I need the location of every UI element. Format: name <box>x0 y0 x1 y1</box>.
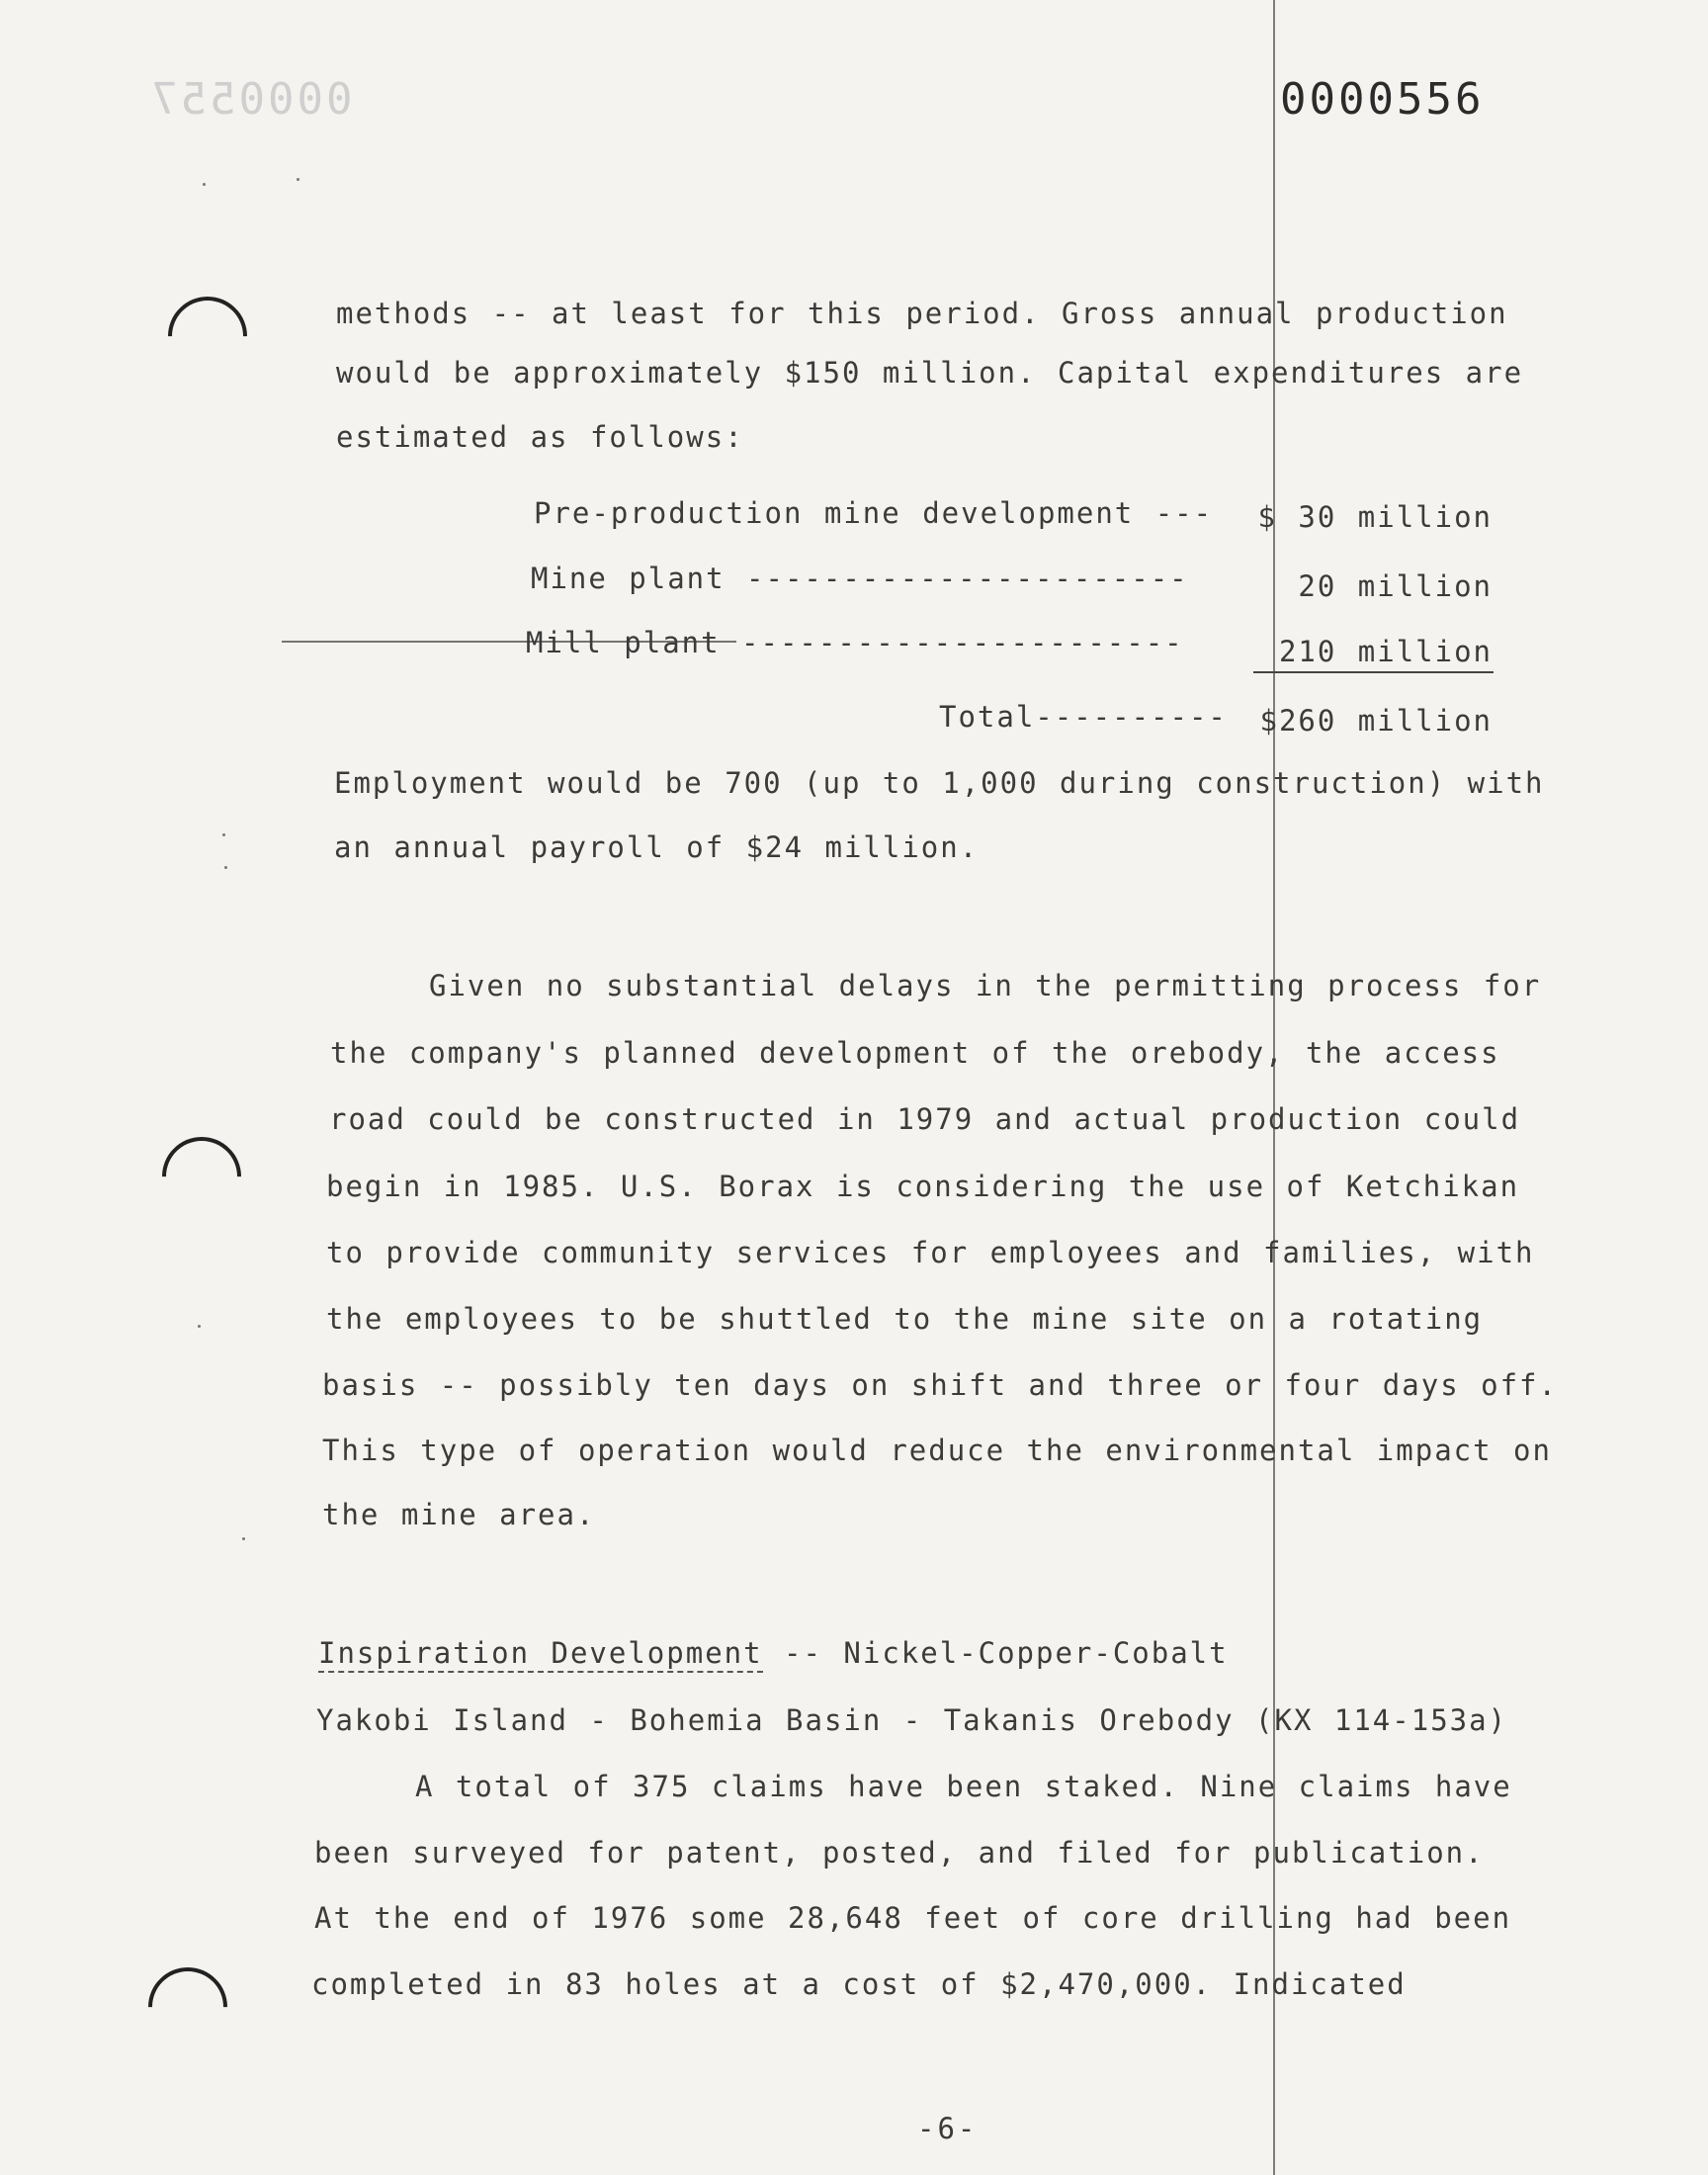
expenditure-label: Mine plant ----------------------- <box>531 562 1189 595</box>
section-heading-underlined: Inspiration Development <box>318 1636 763 1673</box>
text-line: road could be constructed in 1979 and actual production could <box>329 1102 1521 1136</box>
text-line: would be approximately $150 million. Capital expenditures are <box>336 356 1524 390</box>
text-line: A total of 375 claims have been staked. Nine claims have <box>415 1770 1512 1803</box>
punch-hole-middle <box>145 1120 257 1232</box>
text-line: the company's planned development of the orebody, the access <box>330 1036 1500 1070</box>
text-line: basis -- possibly ten days on shift and three or four days off. <box>322 1368 1558 1402</box>
punch-hole-bottom <box>131 1951 243 2062</box>
text-line: begin in 1985. U.S. Borax is considering the use of Ketchikan <box>326 1170 1520 1203</box>
expenditure-value: 210 million <box>1278 635 1493 668</box>
text-line: methods -- at least for this period. Gross annual production <box>336 297 1508 330</box>
expenditure-label: Pre-production mine development --- <box>534 496 1214 530</box>
speck <box>242 1537 245 1540</box>
expenditure-label: Mill plant ----------------------- <box>526 626 1184 659</box>
total-label: Total---------- <box>939 700 1228 734</box>
section-heading <box>318 1636 1229 1670</box>
speck <box>297 178 299 181</box>
text-line: This type of operation would reduce the environmental impact on <box>322 1434 1552 1467</box>
text-line: completed in 83 holes at a cost of $2,470,000. Indicated <box>311 1967 1407 2001</box>
speck <box>203 183 206 186</box>
punch-hole-top <box>151 280 263 392</box>
document-number: 0000556 <box>1280 74 1485 125</box>
page-number: -6- <box>917 2112 979 2145</box>
text-line: been surveyed for patent, posted, and filed for publication. <box>314 1836 1485 1870</box>
text-line: At the end of 1976 some 28,648 feet of core drilling had been <box>314 1901 1512 1935</box>
text-line: to provide community services for employees and families, with <box>326 1236 1535 1269</box>
text-line: Given no substantial delays in the permitting process for <box>429 969 1542 1002</box>
sum-rule <box>1253 671 1494 673</box>
bleed-through-number: 0000557 <box>148 74 353 125</box>
section-heading-rest: -- Nickel-Copper-Cobalt <box>762 1636 1229 1670</box>
total-value: $260 million <box>1259 704 1493 738</box>
text-line: the mine area. <box>322 1498 596 1531</box>
speck <box>198 1325 201 1328</box>
text-line: the employees to be shuttled to the mine site on a rotating <box>326 1302 1484 1336</box>
expenditure-value: $ 30 million <box>1257 500 1493 534</box>
speck <box>222 833 225 836</box>
section-subheading: Yakobi Island - Bohemia Basin - Takanis Orebody (KX 114-153a) <box>316 1703 1508 1737</box>
text-line: estimated as follows: <box>336 420 744 454</box>
speck <box>224 866 227 869</box>
expenditure-value: 20 million <box>1298 569 1493 603</box>
text-line: Employment would be 700 (up to 1,000 during construction) with <box>334 766 1545 800</box>
text-line: an annual payroll of $24 million. <box>334 830 980 864</box>
